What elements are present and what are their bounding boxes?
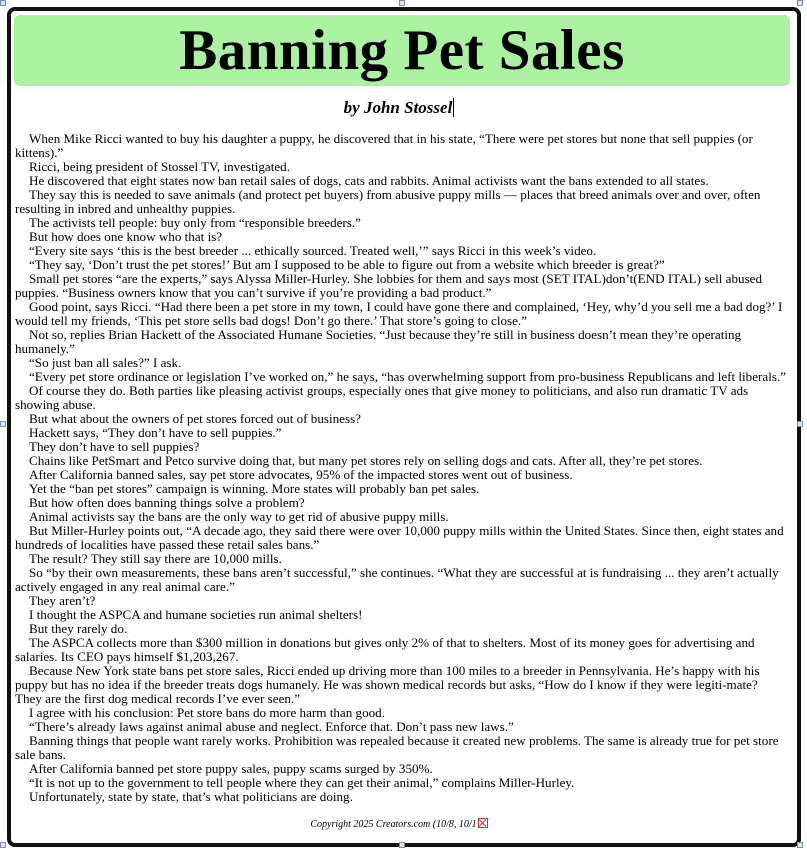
byline-line xyxy=(11,98,787,118)
article-paragraph: But they rarely do. xyxy=(29,621,128,636)
article-paragraph: So “by their own measurements, these bans aren’t successful,” she continues. “What they are successful at is fundraising ... they aren’t actually actively engaged in any real animal care.” xyxy=(15,565,779,594)
broken-image-icon xyxy=(478,818,488,828)
article-paragraph: “There’s already laws against animal abuse and neglect. Enforce that. Don’t pass new laws.” xyxy=(29,719,514,734)
article-paragraph: I agree with his conclusion: Pet store bans do more harm than good. xyxy=(29,705,385,720)
article-paragraph: Hackett says, “They don’t have to sell puppies.” xyxy=(29,425,282,440)
resize-handle-top-center[interactable] xyxy=(399,0,405,6)
text-cursor xyxy=(453,98,454,117)
article-paragraph: He discovered that eight states now ban retail sales of dogs, cats and rabbits. Animal activists want the bans extended to all states. xyxy=(29,173,709,188)
resize-handle-top-left[interactable] xyxy=(0,0,6,6)
article-paragraph: After California banned sales, say pet store advocates, 95% of the impacted stores went out of business. xyxy=(29,467,573,482)
resize-handle-middle-right[interactable] xyxy=(797,421,803,427)
article-frame xyxy=(7,7,801,847)
article-paragraph: Good point, says Ricci. “Had there been a pet store in my town, I could have gone there and complained, ‘Hey, why’d you sell me a bad dog?’ I would tell my friends, ‘This pet store sells bad dogs! Don’t go there.’ That store’s going to close.” xyxy=(15,299,783,328)
article-paragraph: But Miller-Hurley points out, “A decade ago, they said there were over 10,000 puppy mills within the United States. Since then, eight states and hundreds of localities have passed these retail sales bans.” xyxy=(15,523,784,552)
article-paragraph: “So just ban all sales?” I ask. xyxy=(29,355,182,370)
copyright: Copyright 2025 Creators.com (10/8, 10/1 xyxy=(310,819,477,830)
article-paragraph: Chains like PetSmart and Petco survive doing that, but many pet stores rely on selling dogs and cats. After all, they’re pet stores. xyxy=(29,453,703,468)
article-paragraph: “They say, ‘Don’t trust the pet stores!’ But am I supposed to be able to figure out from a website which breeder is great?” xyxy=(29,257,665,272)
article-paragraph: Of course they do. Both parties like pleasing activist groups, especially ones that give money to politicians, and also run dramatic TV ads showing abuse. xyxy=(15,383,749,412)
article-paragraph: But what about the owners of pet stores forced out of business? xyxy=(29,411,361,426)
resize-handle-bottom-right[interactable] xyxy=(797,842,803,848)
article-paragraph: Because New York state bans pet store sales, Ricci ended up driving more than 100 miles to a breeder in Pennsylvania. He’s happy with his puppy but has no idea if the breeder treats dogs humanely. He was shown medical records but asks, “How do I know if they were legiti-mate? They are the first dog medical records I’ve ever seen.” xyxy=(15,663,760,706)
resize-handle-middle-left[interactable] xyxy=(0,421,6,427)
article-paragraph: They don’t have to sell puppies? xyxy=(29,439,200,454)
article-paragraph: Ricci, being president of Stossel TV, investigated. xyxy=(29,159,290,174)
byline: by John Stossel xyxy=(343,98,453,117)
article-paragraph: The ASPCA collects more than $300 million in donations but gives only 2% of that to shelters. Most of its money goes for advertising and salaries. Its CEO pays himself $1,203,267. xyxy=(15,635,755,664)
resize-handle-bottom-left[interactable] xyxy=(0,842,6,848)
article-paragraph: Unfortunately, state by state, that’s what politicians are doing. xyxy=(29,789,353,804)
article-paragraph: They say this is needed to save animals (and protect pet buyers) from abusive puppy mills — places that breed animals over and over, often resulting in inbred and unhealthy puppies. xyxy=(15,187,761,216)
article-paragraph: Small pet stores “are the experts,” says Alyssa Miller-Hurley. She lobbies for them and says most (SET ITAL)don’t(END ITAL) sell abused puppies. “Business owners know that you can’t survive if you’re providing a bad product.” xyxy=(15,271,763,300)
article-paragraph: “Every pet store ordinance or legislation I’ve worked on,” he says, “has overwhelming support from pro-business Republicans and left liberals.” xyxy=(29,369,787,384)
article-paragraph: Not so, replies Brian Hackett of the Associated Humane Societies. “Just because they’re still in business doesn’t mean they’re operating humanely.” xyxy=(15,327,742,356)
resize-handle-bottom-center[interactable] xyxy=(399,842,405,848)
article-paragraph: The activists tell people: buy only from “responsible breeders.” xyxy=(29,215,361,230)
article-paragraph: After California banned pet store puppy sales, puppy scams surged by 350%. xyxy=(29,761,433,776)
article-paragraph: Banning things that people want rarely works. Prohibition was repealed because it created new problems. The same is already true for pet store sale bans. xyxy=(15,733,779,762)
article-paragraph: “Every site says ‘this is the best breeder ... ethically sourced. Treated well,’” says Ricci in this week’s video. xyxy=(29,243,597,258)
article-paragraph: The result? They still say there are 10,000 mills. xyxy=(29,551,282,566)
article-paragraph: “It is not up to the government to tell people where they can get their animal,” complains Miller-Hurley. xyxy=(29,775,575,790)
resize-handle-top-right[interactable] xyxy=(797,0,803,6)
article-body xyxy=(15,132,787,804)
headline-banner xyxy=(14,15,790,86)
copyright-line xyxy=(11,818,787,831)
article-paragraph: When Mike Ricci wanted to buy his daughter a puppy, he discovered that in his state, “There were pet stores but none that sell puppies (or kittens).” xyxy=(15,131,753,160)
article-paragraph: Animal activists say the bans are the only way to get rid of abusive puppy mills. xyxy=(29,509,449,524)
headline: Banning Pet Sales xyxy=(179,19,625,82)
article-paragraph: Yet the “ban pet stores” campaign is winning. More states will probably ban pet sales. xyxy=(29,481,480,496)
article-paragraph: But how does one know who that is? xyxy=(29,229,223,244)
article-paragraph: I thought the ASPCA and humane societies run animal shelters! xyxy=(29,607,363,622)
article-paragraph: They aren’t? xyxy=(29,593,96,608)
article-paragraph: But how often does banning things solve a problem? xyxy=(29,495,305,510)
